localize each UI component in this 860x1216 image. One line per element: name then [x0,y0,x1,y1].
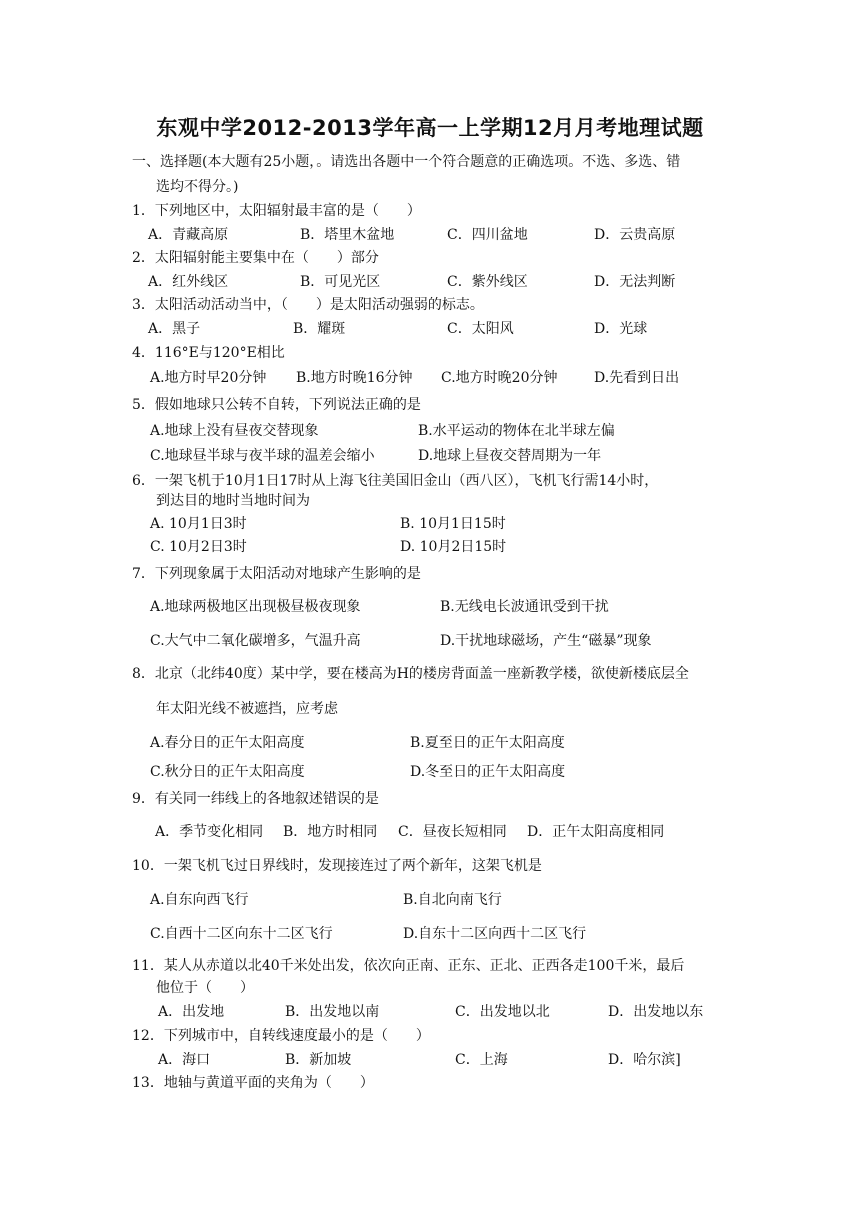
q11-option-c: C．出发地以北 [455,1004,550,1020]
q10-option-b: B.自北向南飞行 [403,892,502,908]
q7-option-a: A.地球两极地区出现极昼极夜现象 [150,599,361,615]
question-13: 13．地轴与黄道平面的夹角为（ ） [132,1075,374,1091]
q2-option-a: A．红外线区 [148,274,229,290]
q2-option-d: D．无法判断 [594,274,676,290]
q6-option-a: A. 10月1日3时 [150,516,247,532]
question-2: 2．太阳辐射能主要集中在（ ）部分 [132,250,379,266]
q8-option-a: A.春分日的正午太阳高度 [150,735,305,751]
q11-option-d: D．出发地以东 [608,1004,704,1020]
question-4: 4．116°E与120°E相比 [132,345,285,361]
q12-option-c: C．上海 [455,1052,508,1068]
q12-option-b: B．新加坡 [285,1052,352,1068]
q6-option-c: C. 10月2日3时 [150,539,247,555]
question-8-continued: 年太阳光线不被遮挡，应考虑 [156,701,338,717]
q8-option-c: C.秋分日的正午太阳高度 [150,764,305,780]
question-11: 11．某人从赤道以北40千米处出发，依次向正南、正东、正北、正西各走100千米，最后 [132,958,685,974]
q7-option-d: D.干扰地球磁场，产生“磁暴”现象 [440,633,652,649]
question-5: 5．假如地球只公转不自转，下列说法正确的是 [132,397,421,413]
q8-option-b: B.夏至日的正午太阳高度 [410,735,565,751]
q7-option-b: B.无线电长波通讯受到干扰 [440,599,609,615]
question-11-continued: 他位于（ ） [156,980,254,996]
page-title: 东观中学2012-2013学年高一上学期12月月考地理试题 [156,116,704,140]
question-10: 10．一架飞机飞过日界线时，发现接连过了两个新年，这架飞机是 [132,858,542,874]
question-1: 1．下列地区中，太阳辐射最丰富的是（ ） [132,203,421,219]
question-6: 6．一架飞机于10月1日17时从上海飞往美国旧金山（西八区），飞机飞行需14小时， [132,473,659,489]
q6-option-b: B. 10月1日15时 [400,516,506,532]
q10-option-d: D.自东十二区向西十二区飞行 [403,926,587,942]
q4-option-b: B.地方时晚16分钟 [296,370,413,386]
q12-option-a: A．海口 [158,1052,211,1068]
question-9: 9．有关同一纬线上的各地叙述错误的是 [132,791,379,807]
q5-option-a: A.地球上没有昼夜交替现象 [150,423,319,439]
q11-option-b: B．出发地以南 [285,1004,380,1020]
q5-option-c: C.地球昼半球与夜半球的温差会缩小 [150,448,375,464]
q3-option-c: C．太阳风 [447,321,514,337]
q4-option-a: A.地方时早20分钟 [150,370,267,386]
question-8: 8．北京（北纬40度）某中学，要在楼高为H的楼房背面盖一座新教学楼，欲使新楼底层全 [132,666,689,682]
q4-option-d: D.先看到日出 [594,370,680,386]
q10-option-c: C.自西十二区向东十二区飞行 [150,926,333,942]
q3-option-b: B．耀斑 [293,321,346,337]
question-7: 7．下列现象属于太阳活动对地球产生影响的是 [132,566,421,582]
q1-option-d: D．云贵高原 [594,227,676,243]
q4-option-c: C.地方时晚20分钟 [441,370,558,386]
question-6-continued: 到达目的地时当地时间为 [156,493,310,509]
q10-option-a: A.自东向西飞行 [150,892,249,908]
q3-option-a: A．黑子 [148,321,201,337]
q6-option-d: D. 10月2日15时 [400,539,507,555]
q9-option-a: A．季节变化相同 [155,824,264,840]
question-3: 3．太阳活动活动当中，（ ）是太阳活动强弱的标志。 [132,297,484,313]
q9-option-b: B．地方时相同 [283,824,378,840]
question-12: 12．下列城市中，自转线速度最小的是（ ） [132,1028,430,1044]
q2-option-b: B．可见光区 [300,274,381,290]
q2-option-c: C．紫外线区 [447,274,528,290]
q12-option-d: D．哈尔滨] [608,1052,681,1068]
q1-option-c: C．四川盆地 [447,227,528,243]
q9-option-d: D．正午太阳高度相同 [527,824,665,840]
section-heading: 一、选择题(本大题有25小题，。请选出各题中一个符合题意的正确选项。不选、多选、错 [132,154,681,170]
q8-option-d: D.冬至日的正午太阳高度 [410,764,566,780]
q7-option-c: C.大气中二氧化碳增多，气温升高 [150,633,361,649]
q11-option-a: A．出发地 [158,1004,225,1020]
q5-option-b: B.水平运动的物体在北半球左偏 [418,423,615,439]
section-heading-continued: 选均不得分。) [156,179,239,195]
q1-option-a: A．青藏高原 [148,227,229,243]
q3-option-d: D．光球 [594,321,648,337]
q5-option-d: D.地球上昼夜交替周期为一年 [418,448,602,464]
q1-option-b: B．塔里木盆地 [300,227,395,243]
q9-option-c: C．昼夜长短相同 [398,824,507,840]
